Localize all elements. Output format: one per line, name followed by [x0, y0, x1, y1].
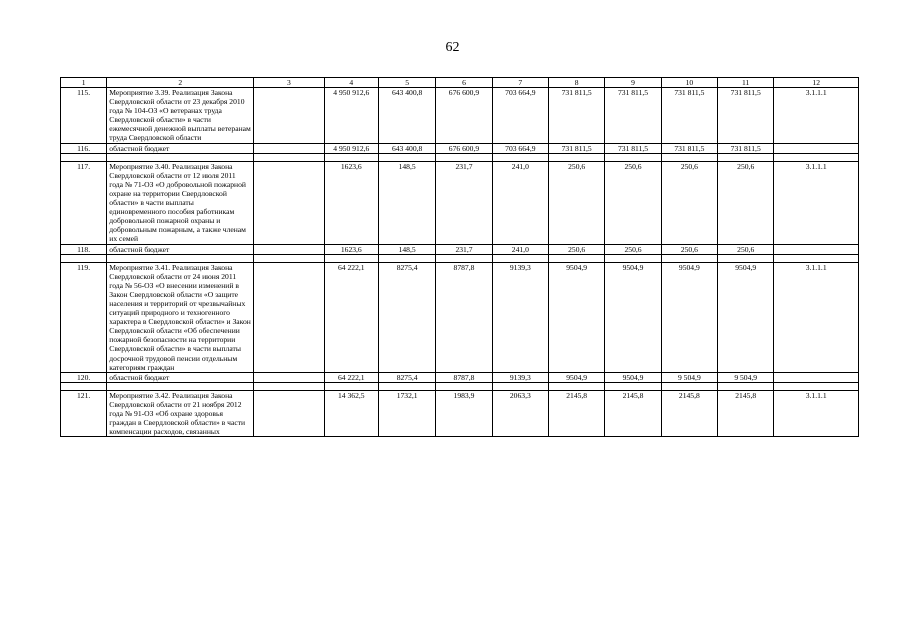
- column-header: 3: [254, 78, 324, 88]
- row-number: 116.: [61, 143, 107, 153]
- budget-table: [60, 77, 859, 437]
- cell-year: 8275,4: [378, 262, 435, 372]
- cell-year: 731 811,5: [605, 88, 661, 144]
- cell-year: 643 400,8: [378, 143, 435, 153]
- cell-year: 9 504,9: [718, 372, 774, 382]
- cell-year: 2145,8: [605, 390, 661, 436]
- column-header: 12: [774, 78, 859, 88]
- cell-year: 148,5: [378, 161, 435, 244]
- cell-year: 9504,9: [605, 262, 661, 372]
- cell-year: 9504,9: [718, 262, 774, 372]
- cell-year: 2063,3: [492, 390, 548, 436]
- cell-year: 731 811,5: [718, 88, 774, 144]
- column-header: 2: [107, 78, 254, 88]
- table-row: [61, 161, 859, 244]
- cell-year: 731 811,5: [661, 88, 717, 144]
- cell-year: 676 600,9: [436, 88, 492, 144]
- cell-year: 8787,8: [436, 372, 492, 382]
- cell-total: 1623,6: [324, 161, 378, 244]
- row-description: областной бюджет: [107, 244, 254, 254]
- table-row: [61, 88, 859, 144]
- cell-year: 250,6: [661, 161, 717, 244]
- column-header: 1: [61, 78, 107, 88]
- cell-year: 9504,9: [605, 372, 661, 382]
- cell-year: 8275,4: [378, 372, 435, 382]
- cell-year: 250,6: [605, 161, 661, 244]
- cell-year: 250,6: [549, 161, 605, 244]
- cell-year: 731 811,5: [661, 143, 717, 153]
- cell-year: 9139,3: [492, 372, 548, 382]
- cell-col3: [254, 244, 324, 254]
- cell-year: 2145,8: [661, 390, 717, 436]
- row-number: 119.: [61, 262, 107, 372]
- cell-year: 241,0: [492, 244, 548, 254]
- table-row: [61, 372, 859, 382]
- cell-year: 1983,9: [436, 390, 492, 436]
- table-row: [61, 262, 859, 372]
- cell-year: 9504,9: [549, 372, 605, 382]
- header-row: [61, 78, 859, 88]
- spacer-row: [61, 153, 859, 161]
- cell-total: 64 222,1: [324, 262, 378, 372]
- row-number: 117.: [61, 161, 107, 244]
- page-number: 62: [445, 40, 460, 55]
- column-header: 5: [378, 78, 435, 88]
- cell-year: 731 811,5: [718, 143, 774, 153]
- cell-year: 9 504,9: [661, 372, 717, 382]
- cell-year: 2145,8: [549, 390, 605, 436]
- cell-year: 731 811,5: [549, 88, 605, 144]
- row-number: 115.: [61, 88, 107, 144]
- cell-total: 1623,6: [324, 244, 378, 254]
- column-header: 8: [549, 78, 605, 88]
- cell-target-code: [774, 372, 859, 382]
- cell-year: 148,5: [378, 244, 435, 254]
- table-row: [61, 244, 859, 254]
- cell-year: 250,6: [718, 161, 774, 244]
- row-number: 121.: [61, 390, 107, 436]
- cell-col3: [254, 161, 324, 244]
- cell-year: 643 400,8: [378, 88, 435, 144]
- cell-year: 250,6: [661, 244, 717, 254]
- cell-target-code: 3.1.1.1: [774, 161, 859, 244]
- cell-year: 703 664,9: [492, 88, 548, 144]
- row-description: областной бюджет: [107, 372, 254, 382]
- cell-year: 250,6: [549, 244, 605, 254]
- cell-year: 250,6: [605, 244, 661, 254]
- row-description: Мероприятие 3.41. Реализация Закона Свердловской области от 24 июня 2011 года № 56-ОЗ «О внесении изменений в Закон Свердловской области «О защите населения и территорий от чрезвычайных ситуаций природного и техногенного характера в Свердловской области» и Закон Свердловской области «Об обеспечении пожарной безопасности на территории Свердловской области» в части выплаты досрочной трудовой пенсии отдельным категориям граждан: [107, 262, 254, 372]
- cell-year: 731 811,5: [605, 143, 661, 153]
- column-header: 10: [661, 78, 717, 88]
- cell-total: 4 950 912,6: [324, 143, 378, 153]
- cell-target-code: 3.1.1.1: [774, 390, 859, 436]
- cell-year: 731 811,5: [549, 143, 605, 153]
- cell-total: 4 950 912,6: [324, 88, 378, 144]
- table-row: [61, 390, 859, 436]
- spacer-row: [61, 254, 859, 262]
- row-description: Мероприятие 3.39. Реализация Закона Свердловской области от 23 декабря 2010 года № 104-ОЗ «О ветеранах труда Свердловской области» в части ежемесячной денежной выплаты ветеранам труда Свердловской области: [107, 88, 254, 144]
- column-header: 9: [605, 78, 661, 88]
- cell-target-code: [774, 143, 859, 153]
- cell-year: 231,7: [436, 161, 492, 244]
- cell-year: 9504,9: [661, 262, 717, 372]
- cell-col3: [254, 262, 324, 372]
- cell-year: 9504,9: [549, 262, 605, 372]
- row-number: 118.: [61, 244, 107, 254]
- row-description: областной бюджет: [107, 143, 254, 153]
- cell-target-code: 3.1.1.1: [774, 262, 859, 372]
- row-number: 120.: [61, 372, 107, 382]
- column-header: 4: [324, 78, 378, 88]
- column-header: 11: [718, 78, 774, 88]
- column-header: 7: [492, 78, 548, 88]
- cell-total: 14 362,5: [324, 390, 378, 436]
- cell-year: 9139,3: [492, 262, 548, 372]
- cell-year: 1732,1: [378, 390, 435, 436]
- cell-year: 8787,8: [436, 262, 492, 372]
- cell-year: 2145,8: [718, 390, 774, 436]
- spacer-row: [61, 382, 859, 390]
- cell-target-code: 3.1.1.1: [774, 88, 859, 144]
- cell-year: 231,7: [436, 244, 492, 254]
- cell-col3: [254, 143, 324, 153]
- cell-col3: [254, 372, 324, 382]
- table-row: [61, 143, 859, 153]
- cell-year: 241,0: [492, 161, 548, 244]
- column-header: 6: [436, 78, 492, 88]
- cell-year: 676 600,9: [436, 143, 492, 153]
- cell-target-code: [774, 244, 859, 254]
- cell-col3: [254, 88, 324, 144]
- cell-col3: [254, 390, 324, 436]
- row-description: Мероприятие 3.40. Реализация Закона Свердловской области от 12 июля 2011 года № 71-ОЗ «О добровольной пожарной охране на территории Свердловской области» в части выплаты единовременного пособия работникам добровольной пожарной охраны и добровольным пожарным, а также членам их семей: [107, 161, 254, 244]
- cell-year: 703 664,9: [492, 143, 548, 153]
- row-description: Мероприятие 3.42. Реализация Закона Свердловской области от 21 ноября 2012 года № 91-ОЗ «Об охране здоровья граждан в Свердловской области» в части компенсации расходов, связанных: [107, 390, 254, 436]
- cell-year: 250,6: [718, 244, 774, 254]
- cell-total: 64 222,1: [324, 372, 378, 382]
